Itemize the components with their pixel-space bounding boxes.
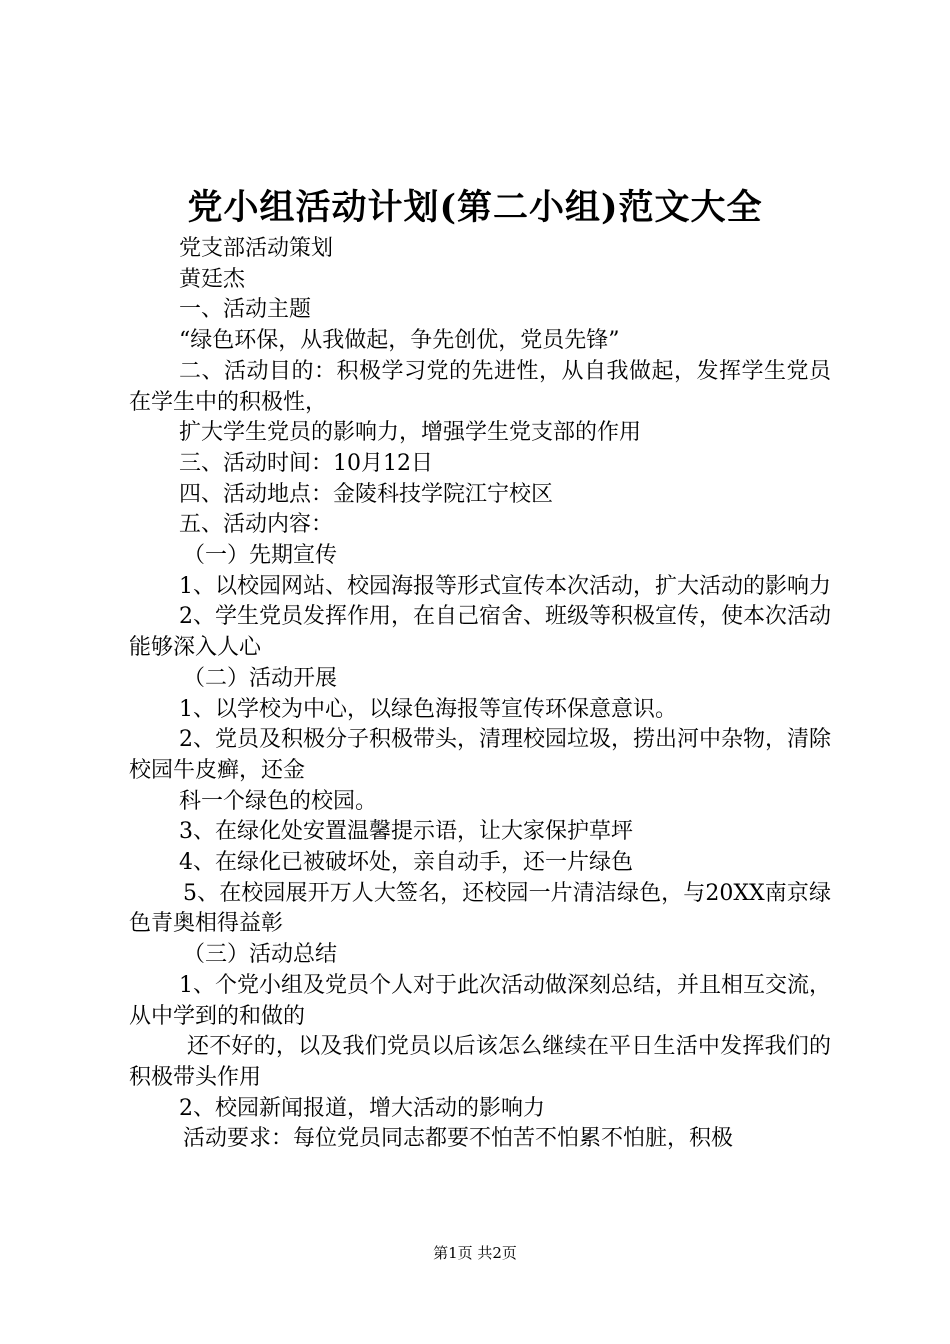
paragraph: 党支部活动策划 (179, 236, 334, 261)
paragraph: 一、活动主题 (179, 297, 312, 323)
paragraph: 三、活动时间：10月12日 (179, 450, 433, 476)
paragraph: 2、校园新闻报道，增大活动的影响力 (179, 1095, 545, 1121)
paragraph: 二、活动目的：积极学习党的先进性，从自我做起，发挥学生党员在学生中的积极性， (129, 358, 831, 415)
paragraph: 扩大学生党员的影响力，增强学生党支部的作用 (179, 420, 642, 446)
paragraph: 3、在绿化处安置温馨提示语，让大家保护草坪 (179, 819, 633, 845)
paragraph: 五、活动内容： (179, 512, 334, 538)
paragraph: 2、学生党员发挥作用，在自己宿舍、班级等积极宣传，使本次活动能够深入人心 (129, 604, 831, 661)
paragraph: 5、在校园展开万人大签名，还校园一片清洁绿色，与20XX南京绿色青奥相得益彰 (129, 880, 831, 937)
document-title: 党小组活动计划(第二小组)范文大全 (187, 187, 763, 228)
paragraph: （一）先期宣传 (183, 543, 338, 569)
paragraph: 活动要求：每位党员同志都要不怕苦不怕累不怕脏，积极 (183, 1126, 734, 1152)
paragraph: 还不好的，以及我们党员以后该怎么继续在平日生活中发挥我们的积极带头作用 (129, 1034, 831, 1090)
paragraph: （二）活动开展 (183, 665, 338, 691)
paragraph: 科一个绿色的校园。 (179, 788, 378, 814)
paragraph: 四、活动地点：金陵科技学院江宁校区 (179, 481, 554, 507)
paragraph: （三）活动总结 (183, 942, 338, 968)
paragraph: 4、在绿化已被破坏处，亲自动手，还一片绿色 (179, 850, 633, 876)
document-body (129, 234, 831, 1155)
paragraph: 1、以校园网站、校园海报等形式宣传本次活动，扩大活动的影响力 (179, 573, 831, 599)
page-footer: 第1页 共2页 (433, 1244, 517, 1262)
paragraph: 1、以学校为中心，以绿色海报等宣传环保意意识。 (179, 696, 677, 722)
paragraph: 1、个党小组及党员个人对于此次活动做深刻总结，并且相互交流，从中学到的和做的 (129, 972, 831, 1029)
paragraph: “绿色环保，从我做起，争先创优，党员先锋” (179, 328, 620, 354)
paragraph: 黄廷杰 (179, 266, 246, 292)
paragraph: 2、党员及积极分子积极带头，清理校园垃圾，捞出河中杂物，清除校园牛皮癣，还金 (129, 727, 831, 783)
